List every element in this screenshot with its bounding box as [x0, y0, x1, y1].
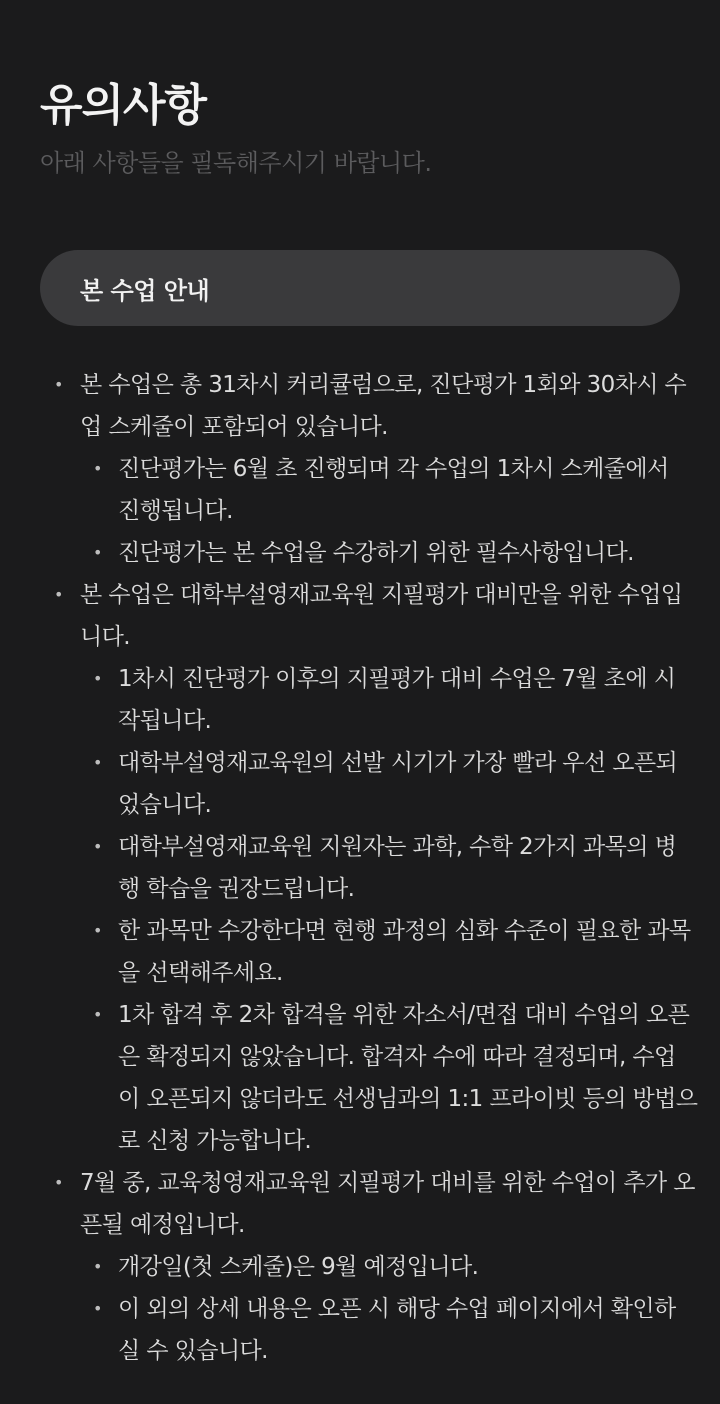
notice-subitem — [80, 532, 680, 574]
notice-subitem-text: • 이 외의 상세 내용은 오픈 시 해당 수업 페이지에서 확인하 — [118, 1296, 676, 1322]
notice-subitem-text: • 대학부설영재교육원 지원자는 과학, 수학 2가지 과목의 병 — [118, 834, 677, 860]
notice-subitem-text: 었습니다. — [118, 792, 212, 818]
page-title: 유의사항 — [40, 80, 207, 131]
notice-sublist — [80, 658, 698, 1162]
page-subtitle: 아래 사항들을 필독해주시기 바랍니다. — [40, 149, 432, 177]
notice-subitem-text: 실 수 있습니다. — [118, 1338, 268, 1364]
notice-sublist — [80, 448, 680, 574]
notice-sublist — [80, 1246, 680, 1372]
notice-subitem-text: • 한 과목만 수강한다면 현행 과정의 심화 수준이 필요한 과목 — [118, 918, 691, 944]
notice-subitem-text: • 1차 합격 후 2차 합격을 위한 자소서/면접 대비 수업의 오픈 — [118, 1002, 690, 1028]
notice-subitem-text: 진행됩니다. — [118, 498, 233, 524]
notice-subitem — [80, 1288, 680, 1372]
notice-item-text: 업 스케줄이 포함되어 있습니다. — [80, 414, 388, 440]
notice-subitem — [80, 994, 698, 1162]
notice-subitem — [80, 910, 691, 994]
notice-subitem — [80, 826, 680, 910]
notice-subitem-text: • 진단평가는 본 수업을 수강하기 위한 필수사항입니다. — [118, 540, 634, 566]
notice-item — [40, 364, 687, 574]
notice-item — [40, 1162, 695, 1372]
notice-subitem-text: 행 학습을 권장드립니다. — [118, 876, 355, 902]
notice-item-text: 픈될 예정입니다. — [80, 1212, 245, 1238]
notice-subitem-text: 은 확정되지 않았습니다. 합격자 수에 따라 결정되며, 수업 — [118, 1044, 676, 1070]
notice-item — [40, 574, 698, 1162]
notice-subitem — [80, 1246, 680, 1288]
notice-item-text: • 7월 중, 교육청영재교육원 지필평가 대비를 위한 수업이 추가 오 — [80, 1170, 695, 1196]
section-header-label: 본 수업 안내 — [80, 276, 210, 305]
notice-subitem — [80, 658, 680, 742]
section-header-class-guide — [40, 250, 680, 326]
notice-subitem-text: • 대학부설영재교육원의 선발 시기가 가장 빨라 우선 오픈되 — [118, 750, 678, 776]
notice-subitem-text: • 1차시 진단평가 이후의 지필평가 대비 수업은 7월 초에 시 — [118, 666, 676, 692]
notice-subitem-text: • 개강일(첫 스케줄)은 9월 예정입니다. — [118, 1254, 479, 1280]
notice-subitem — [80, 742, 680, 826]
notice-subitem-text: 을 선택해주세요. — [118, 960, 283, 986]
notice-subitem-text: • 진단평가는 6월 초 진행되며 각 수업의 1차시 스케줄에서 — [118, 456, 669, 482]
notice-list — [40, 364, 698, 1372]
notice-item-text: • 본 수업은 대학부설영재교육원 지필평가 대비만을 위한 수업입 — [80, 582, 683, 608]
notice-subitem-text: 작됩니다. — [118, 708, 212, 734]
notice-subitem — [80, 448, 680, 532]
notice-item-text: • 본 수업은 총 31차시 커리큘럼으로, 진단평가 1회와 30차시 수 — [80, 372, 687, 398]
notice-item-text: 니다. — [80, 624, 130, 650]
notice-subitem-text: 이 오픈되지 않더라도 선생님과의 1:1 프라이빗 등의 방법으 — [118, 1086, 698, 1112]
notice-subitem-text: 로 신청 가능합니다. — [118, 1128, 312, 1154]
